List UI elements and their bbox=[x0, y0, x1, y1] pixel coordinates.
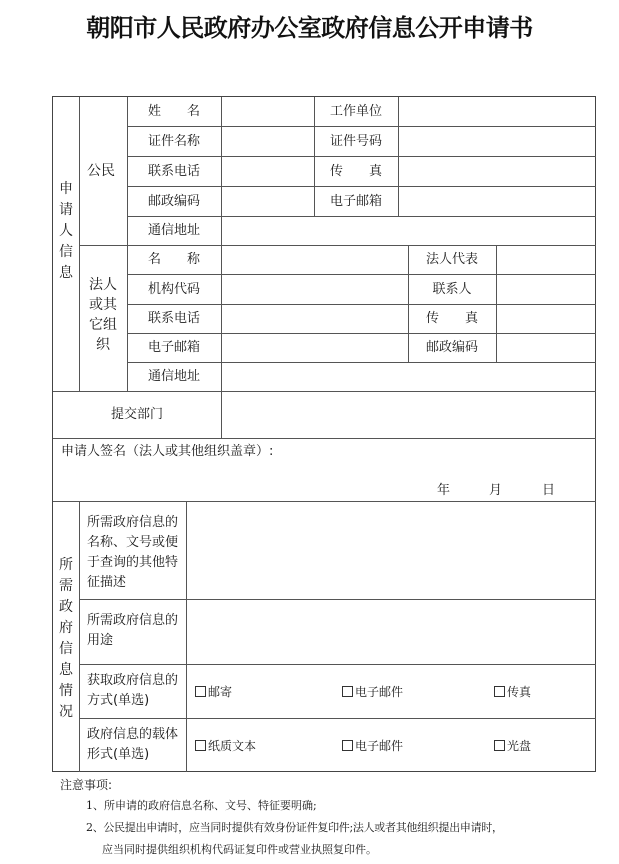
format-option-disc[interactable]: 光盘 bbox=[494, 738, 531, 754]
note-item: 2、公民提出申请时，应当同时提供有效身份证件复印件;法人或者其他组织提出申请时， bbox=[86, 821, 503, 834]
org-code-field[interactable] bbox=[222, 275, 408, 304]
description-label: 所需政府信息的名称、文号或便于查询的其他特征描述 bbox=[87, 515, 179, 590]
org-fax-field[interactable] bbox=[497, 305, 596, 333]
org-fax-label: 传 真 bbox=[425, 311, 478, 326]
description-field[interactable] bbox=[187, 502, 596, 599]
method-option-email[interactable]: 电子邮件 bbox=[342, 684, 403, 700]
citizen-phone-field[interactable] bbox=[222, 157, 314, 186]
row-divider bbox=[79, 718, 596, 719]
org-contact-field[interactable] bbox=[497, 275, 596, 304]
checkbox-icon bbox=[195, 740, 206, 751]
citizen-address-label: 通信地址 bbox=[147, 223, 200, 238]
note-item: 1、所申请的政府信息名称、文号、特征要明确; bbox=[86, 799, 317, 812]
org-name-field[interactable] bbox=[222, 246, 408, 274]
org-email-field[interactable] bbox=[222, 334, 408, 362]
citizen-fax-label: 传 真 bbox=[329, 164, 382, 179]
format-option-email[interactable]: 电子邮件 bbox=[342, 738, 403, 754]
citizen-label: 公民 bbox=[87, 163, 115, 179]
org-name-label: 名 称 bbox=[147, 252, 200, 267]
submit-dept-field[interactable] bbox=[222, 392, 596, 438]
purpose-field[interactable] bbox=[187, 600, 596, 664]
checkbox-icon bbox=[195, 686, 206, 697]
citizen-work-unit-label: 工作单位 bbox=[329, 104, 382, 119]
note-item: 应当同时提供组织机构代码证复印件或营业执照复印件。 bbox=[102, 843, 377, 856]
format-option-paper[interactable]: 纸质文本 bbox=[195, 738, 256, 754]
page-title: 朝阳市人民政府办公室政府信息公开申请书 bbox=[86, 14, 533, 42]
row-divider bbox=[53, 438, 596, 439]
citizen-name-label: 姓 名 bbox=[147, 104, 200, 119]
purpose-label: 所需政府信息的用途 bbox=[87, 613, 179, 648]
format-label: 政府信息的载体形式(单选) bbox=[87, 727, 179, 762]
citizen-id-type-field[interactable] bbox=[222, 127, 314, 156]
signature-label: 申请人签名（法人或其他组织盖章）: bbox=[61, 444, 274, 459]
date-month: 月 bbox=[489, 483, 503, 498]
citizen-postcode-field[interactable] bbox=[222, 187, 314, 216]
application-form bbox=[52, 96, 596, 772]
date-day: 日 bbox=[542, 483, 556, 498]
citizen-work-unit-field[interactable] bbox=[399, 97, 596, 126]
row-divider bbox=[79, 664, 596, 665]
applicant-info-label: 申请人信息 bbox=[59, 181, 73, 281]
notes-heading: 注意事项: bbox=[60, 778, 113, 792]
org-contact-label: 联系人 bbox=[432, 282, 472, 297]
checkbox-icon bbox=[494, 740, 505, 751]
org-email-label: 电子邮箱 bbox=[147, 340, 200, 355]
method-label: 获取政府信息的方式(单选) bbox=[87, 673, 179, 708]
citizen-email-field[interactable] bbox=[399, 187, 596, 216]
org-legal-rep-field[interactable] bbox=[497, 246, 596, 274]
citizen-phone-label: 联系电话 bbox=[147, 164, 200, 179]
col-divider bbox=[79, 97, 80, 391]
citizen-fax-field[interactable] bbox=[399, 157, 596, 186]
method-option-fax[interactable]: 传真 bbox=[494, 684, 531, 700]
org-phone-field[interactable] bbox=[222, 305, 408, 333]
checkbox-icon bbox=[342, 740, 353, 751]
org-address-field[interactable] bbox=[222, 363, 596, 391]
submit-dept-label: 提交部门 bbox=[110, 407, 163, 422]
org-phone-label: 联系电话 bbox=[147, 311, 200, 326]
citizen-address-field[interactable] bbox=[222, 217, 596, 245]
notes-section bbox=[60, 776, 610, 858]
org-postcode-label: 邮政编码 bbox=[425, 340, 478, 355]
citizen-postcode-label: 邮政编码 bbox=[147, 194, 200, 209]
info-needed-label: 所需政府信息情况 bbox=[59, 557, 73, 720]
checkbox-icon bbox=[342, 686, 353, 697]
org-label: 法人或其它组织 bbox=[89, 277, 117, 353]
org-code-label: 机构代码 bbox=[147, 282, 200, 297]
citizen-id-type-label: 证件名称 bbox=[147, 134, 200, 149]
citizen-name-field[interactable] bbox=[222, 97, 314, 126]
date-year: 年 bbox=[437, 483, 451, 498]
checkbox-icon bbox=[494, 686, 505, 697]
col-divider bbox=[79, 501, 80, 772]
citizen-email-label: 电子邮箱 bbox=[329, 194, 382, 209]
citizen-id-number-field[interactable] bbox=[399, 127, 596, 156]
citizen-id-number-label: 证件号码 bbox=[329, 134, 382, 149]
org-postcode-field[interactable] bbox=[497, 334, 596, 362]
signature-area[interactable] bbox=[54, 462, 596, 501]
org-address-label: 通信地址 bbox=[147, 369, 200, 384]
method-option-mail[interactable]: 邮寄 bbox=[195, 684, 232, 700]
org-legal-rep-label: 法人代表 bbox=[425, 252, 478, 267]
